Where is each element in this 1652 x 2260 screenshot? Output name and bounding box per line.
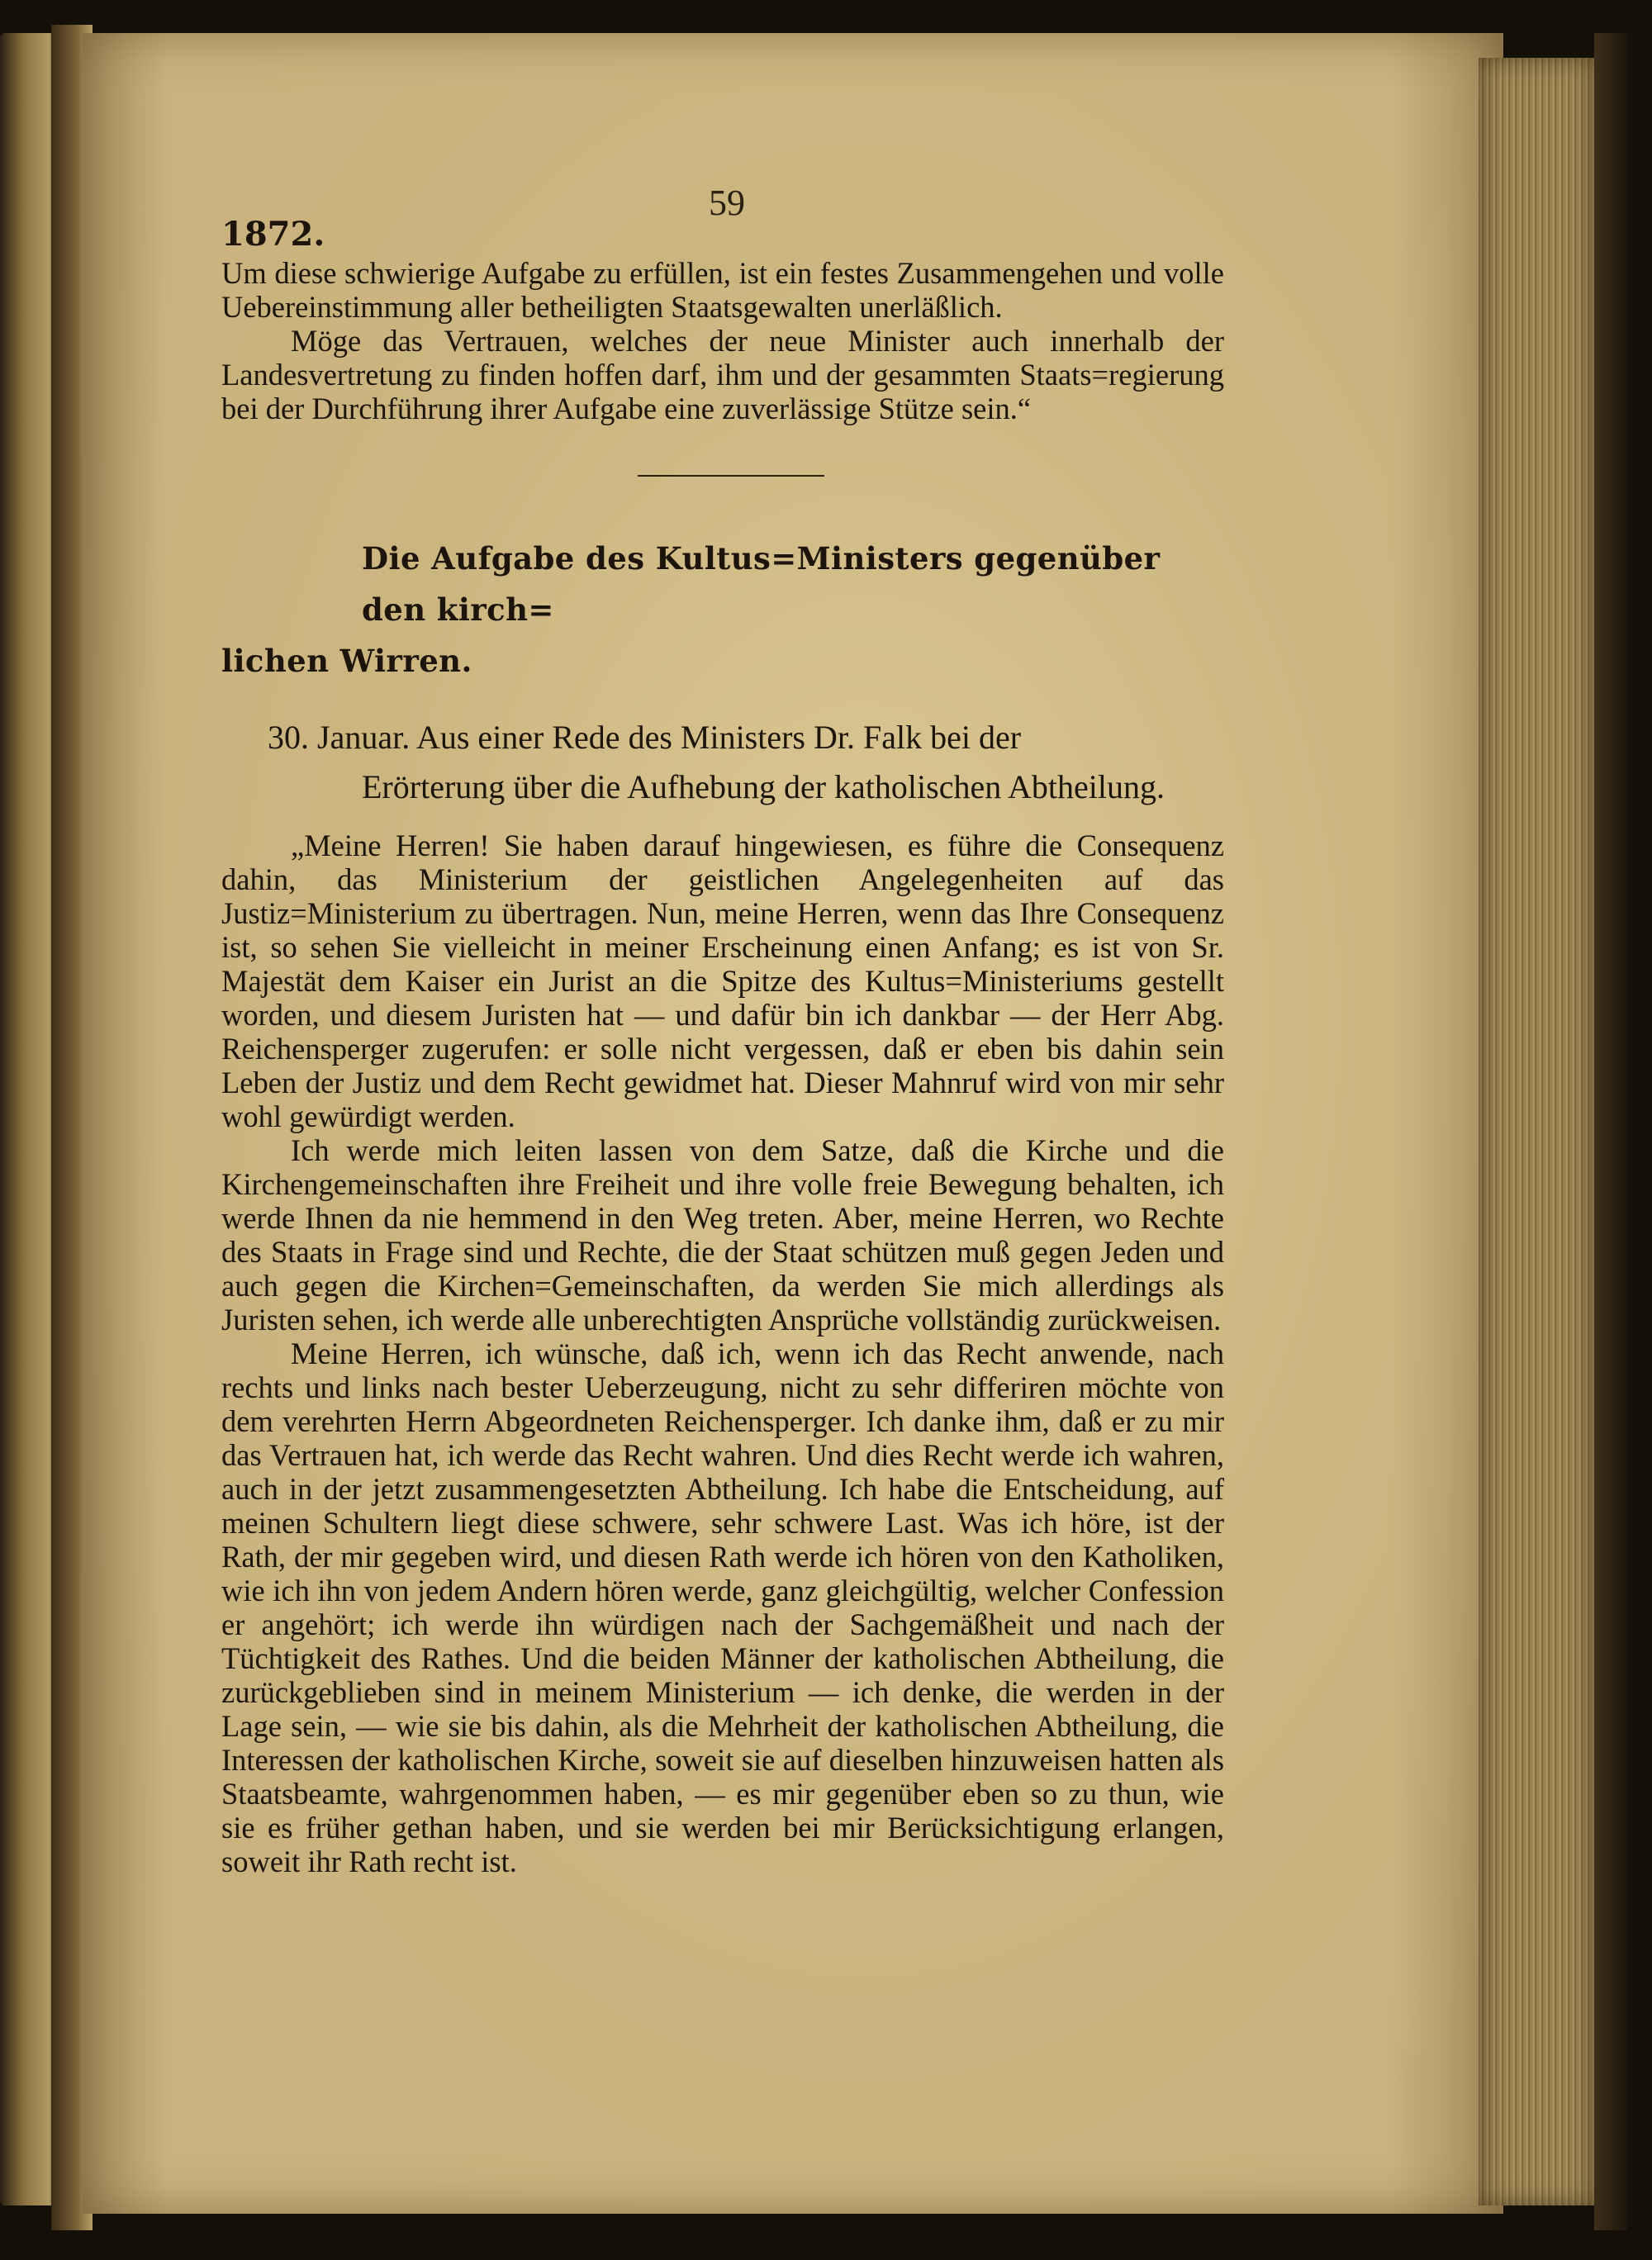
date-line-2: Erörterung über die Aufhebung der katholischen Abtheilung.	[362, 768, 1165, 805]
running-head-year: 1872.	[221, 215, 325, 254]
left-page-edge	[0, 33, 58, 2205]
section-heading-line-2: lichen Wirren.	[221, 643, 472, 679]
date-line-1: 30. Januar. Aus einer Rede des Ministers Dr. Falk bei der	[268, 719, 1022, 756]
intro-paragraph-2: Möge das Vertrauen, welches der neue Minister auch innerhalb der Landesvertretung zu finden hoffen darf, ihm und der gesammten Staats=regierung bei der Durchführung ihrer Aufgabe eine zuverlässige Stütze sein.“	[221, 324, 1224, 425]
section-divider	[638, 475, 824, 477]
page-number: 59	[709, 183, 745, 223]
speech-text	[221, 829, 1224, 1878]
page-content	[221, 182, 1224, 1878]
page-block-edges	[1479, 58, 1594, 2205]
section-date-intro	[221, 713, 1224, 812]
section-heading-line-1: Die Aufgabe des Kultus=Ministers gegenüber den kirch=	[362, 540, 1161, 628]
book-cover-edge	[1594, 33, 1627, 2230]
intro-paragraph-1: Um diese schwierige Aufgabe zu erfüllen, ist ein festes Zusammengehen und volle Uebereinstimmung aller betheiligten Staatsgewalten unerläßlich.	[221, 256, 1224, 324]
speech-paragraph-3: Meine Herren, ich wünsche, daß ich, wenn ich das Recht anwende, nach rechts und links nach bester Ueberzeugung, nicht zu sehr differiren möchte von dem verehrten Herrn Abgeordneten Reichensperger. Ich danke ihm, daß er zu mir das Vertrauen hat, ich werde das Recht wahren. Und dies Recht werde ich wahren, auch in der jetzt zusammengesetzten Abtheilung. Ich habe die Entscheidung, auf meinen Schultern liegt diese schwere, sehr schwere Last. Was ich höre, ist der Rath, der mir gegeben wird, und diesen Rath werde ich hören von den Katholiken, wie ich ihn von jedem Andern hören werde, ganz gleichgültig, welcher Confession er angehört; ich werde ihn würdigen nach der Sachgemäßheit und nach der Tüchtigkeit des Rathes. Und die beiden Männer der katholischen Abtheilung, die zurückgeblieben sind in meinem Ministerium — ich denke, die werden in der Lage sein, — wie sie bis dahin, als die Mehrheit der katholischen Abtheilung, die Interessen der katholischen Kirche, soweit sie auf dieselben hinzuweisen hatten als Staatsbeamte, wahrgenommen haben, — es mir gegenüber eben so zu thun, wie sie es früher gethan haben, und sie werden bei mir Berücksichtigung erlangen, soweit ihr Rath recht ist.	[221, 1337, 1224, 1878]
section-heading	[221, 533, 1224, 686]
speech-paragraph-2: Ich werde mich leiten lassen von dem Satze, daß die Kirche und die Kirchengemeinschaften ihre Freiheit und ihre volle freie Bewegung behalten, ich werde Ihnen da nie hemmend in den Weg treten. Aber, meine Herren, wo Rechte des Staats in Frage sind und Rechte, die der Staat schützen muß gegen Jeden und auch gegen die Kirchen=Gemeinschaften, da werden Sie mich allerdings als Juristen sehen, ich werde alle unberechtigten Ansprüche vollständig zurückweisen.	[221, 1133, 1224, 1337]
page-header	[221, 182, 1224, 254]
speech-paragraph-1: „Meine Herren! Sie haben darauf hingewiesen, es führe die Consequenz dahin, das Ministerium der geistlichen Angelegenheiten auf das Justiz=Ministerium zu übertragen. Nun, meine Herren, wenn das Ihre Consequenz ist, so sehen Sie vielleicht in meiner Erscheinung einen Anfang; es ist von Sr. Majestät dem Kaiser ein Jurist an die Spitze des Kultus=Ministeriums gestellt worden, und diesem Juristen hat — und dafür bin ich dankbar — der Herr Abg. Reichensperger zugerufen: er solle nicht vergessen, daß er eben bis dahin sein Leben der Justiz und dem Recht gewidmet hat. Dieser Mahnruf wird von mir sehr wohl gewürdigt werden.	[221, 829, 1224, 1133]
